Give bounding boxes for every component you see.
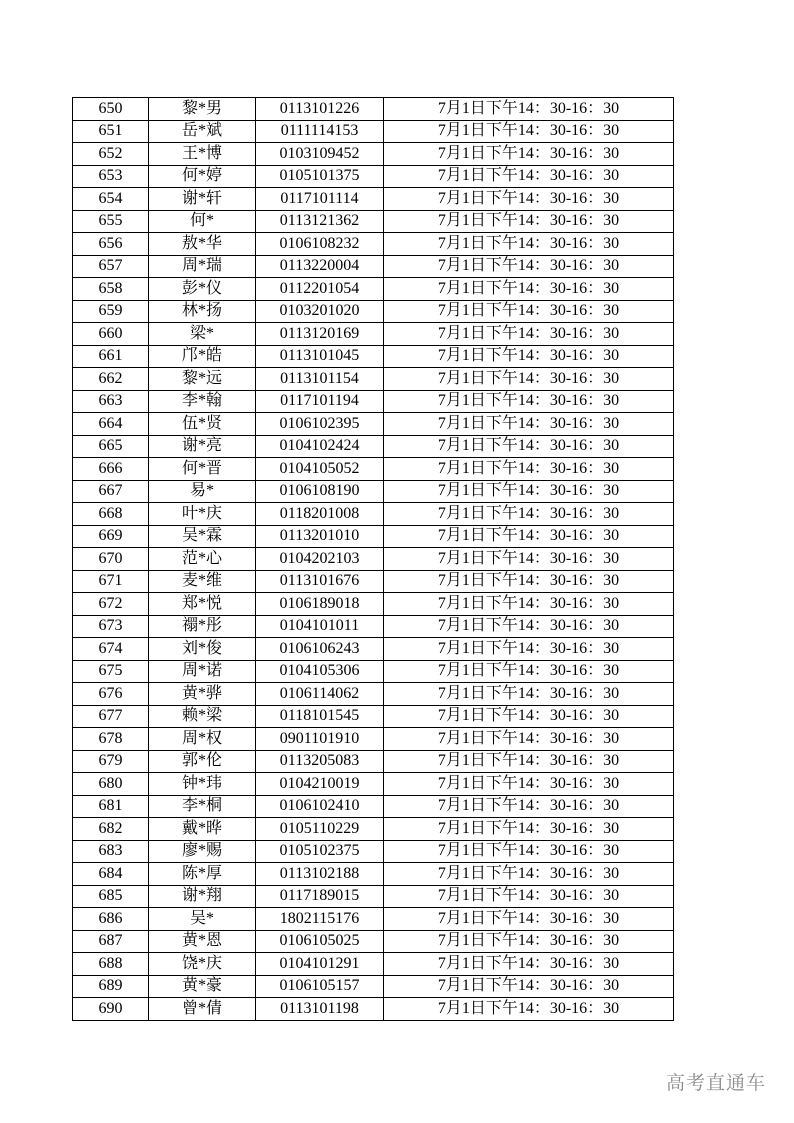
exam-time-cell: 7月1日下午14：30-16：30 <box>384 300 674 323</box>
student-id-cell: 0106114062 <box>256 683 384 706</box>
student-id-cell: 0104210019 <box>256 773 384 796</box>
student-name-cell: 周*瑞 <box>149 255 256 278</box>
table-row <box>73 300 674 323</box>
table-row <box>73 233 674 256</box>
student-name-cell: 叶*庆 <box>149 503 256 526</box>
student-id-cell: 0104101291 <box>256 953 384 976</box>
row-index-cell: 685 <box>73 885 149 908</box>
student-id-cell: 0106105025 <box>256 930 384 953</box>
table-row <box>73 435 674 458</box>
student-name-cell: 黄*恩 <box>149 930 256 953</box>
table-row <box>73 795 674 818</box>
student-id-cell: 1802115176 <box>256 908 384 931</box>
student-name-cell: 易* <box>149 480 256 503</box>
table-row <box>73 278 674 301</box>
student-id-cell: 0104102424 <box>256 435 384 458</box>
student-name-cell: 钟*玮 <box>149 773 256 796</box>
student-name-cell: 林*扬 <box>149 300 256 323</box>
exam-time-cell: 7月1日下午14：30-16：30 <box>384 705 674 728</box>
exam-schedule-table <box>72 97 674 1021</box>
student-name-cell: 谢*亮 <box>149 435 256 458</box>
student-id-cell: 0104105052 <box>256 458 384 481</box>
student-id-cell: 0112201054 <box>256 278 384 301</box>
row-index-cell: 661 <box>73 345 149 368</box>
student-name-cell: 刘*俊 <box>149 638 256 661</box>
exam-time-cell: 7月1日下午14：30-16：30 <box>384 525 674 548</box>
student-name-cell: 赖*梁 <box>149 705 256 728</box>
student-id-cell: 0105102375 <box>256 840 384 863</box>
student-id-cell: 0118201008 <box>256 503 384 526</box>
row-index-cell: 669 <box>73 525 149 548</box>
row-index-cell: 664 <box>73 413 149 436</box>
student-name-cell: 禤*彤 <box>149 615 256 638</box>
student-name-cell: 范*心 <box>149 548 256 571</box>
exam-time-cell: 7月1日下午14：30-16：30 <box>384 278 674 301</box>
table-row <box>73 975 674 998</box>
row-index-cell: 671 <box>73 570 149 593</box>
table-row <box>73 930 674 953</box>
row-index-cell: 687 <box>73 930 149 953</box>
row-index-cell: 670 <box>73 548 149 571</box>
exam-time-cell: 7月1日下午14：30-16：30 <box>384 728 674 751</box>
student-id-cell: 0113120169 <box>256 323 384 346</box>
exam-time-cell: 7月1日下午14：30-16：30 <box>384 548 674 571</box>
exam-time-cell: 7月1日下午14：30-16：30 <box>384 953 674 976</box>
exam-time-cell: 7月1日下午14：30-16：30 <box>384 233 674 256</box>
exam-time-cell: 7月1日下午14：30-16：30 <box>384 975 674 998</box>
row-index-cell: 678 <box>73 728 149 751</box>
student-id-cell: 0118101545 <box>256 705 384 728</box>
student-name-cell: 王*博 <box>149 143 256 166</box>
student-name-cell: 李*翰 <box>149 390 256 413</box>
table-row <box>73 840 674 863</box>
table-row <box>73 98 674 121</box>
table-row <box>73 413 674 436</box>
row-index-cell: 656 <box>73 233 149 256</box>
table-row <box>73 143 674 166</box>
student-id-cell: 0105110229 <box>256 818 384 841</box>
exam-time-cell: 7月1日下午14：30-16：30 <box>384 323 674 346</box>
exam-time-cell: 7月1日下午14：30-16：30 <box>384 165 674 188</box>
row-index-cell: 684 <box>73 863 149 886</box>
row-index-cell: 653 <box>73 165 149 188</box>
table-row <box>73 255 674 278</box>
row-index-cell: 652 <box>73 143 149 166</box>
student-id-cell: 0106102410 <box>256 795 384 818</box>
exam-time-cell: 7月1日下午14：30-16：30 <box>384 863 674 886</box>
row-index-cell: 668 <box>73 503 149 526</box>
table-row <box>73 345 674 368</box>
student-name-cell: 周*权 <box>149 728 256 751</box>
row-index-cell: 654 <box>73 188 149 211</box>
exam-time-cell: 7月1日下午14：30-16：30 <box>384 345 674 368</box>
student-id-cell: 0106102395 <box>256 413 384 436</box>
row-index-cell: 667 <box>73 480 149 503</box>
student-id-cell: 0103201020 <box>256 300 384 323</box>
exam-time-cell: 7月1日下午14：30-16：30 <box>384 503 674 526</box>
student-id-cell: 0113102188 <box>256 863 384 886</box>
table-row <box>73 165 674 188</box>
table-row <box>73 368 674 391</box>
table-row <box>73 593 674 616</box>
student-id-cell: 0104202103 <box>256 548 384 571</box>
student-name-cell: 何* <box>149 210 256 233</box>
student-id-cell: 0113101154 <box>256 368 384 391</box>
student-name-cell: 伍*贤 <box>149 413 256 436</box>
table-row <box>73 885 674 908</box>
exam-time-cell: 7月1日下午14：30-16：30 <box>384 683 674 706</box>
student-name-cell: 曾*倩 <box>149 998 256 1021</box>
exam-time-cell: 7月1日下午14：30-16：30 <box>384 458 674 481</box>
table-row <box>73 188 674 211</box>
student-id-cell: 0106108190 <box>256 480 384 503</box>
exam-time-cell: 7月1日下午14：30-16：30 <box>384 435 674 458</box>
row-index-cell: 673 <box>73 615 149 638</box>
exam-time-cell: 7月1日下午14：30-16：30 <box>384 930 674 953</box>
exam-time-cell: 7月1日下午14：30-16：30 <box>384 750 674 773</box>
table-row <box>73 773 674 796</box>
student-name-cell: 吴* <box>149 908 256 931</box>
table-row <box>73 390 674 413</box>
row-index-cell: 659 <box>73 300 149 323</box>
table-row <box>73 683 674 706</box>
student-id-cell: 0113101676 <box>256 570 384 593</box>
row-index-cell: 686 <box>73 908 149 931</box>
student-id-cell: 0901101910 <box>256 728 384 751</box>
student-id-cell: 0113101226 <box>256 98 384 121</box>
student-id-cell: 0106105157 <box>256 975 384 998</box>
row-index-cell: 679 <box>73 750 149 773</box>
table-row <box>73 750 674 773</box>
exam-time-cell: 7月1日下午14：30-16：30 <box>384 773 674 796</box>
student-name-cell: 李*桐 <box>149 795 256 818</box>
row-index-cell: 680 <box>73 773 149 796</box>
row-index-cell: 665 <box>73 435 149 458</box>
student-id-cell: 0117101114 <box>256 188 384 211</box>
exam-time-cell: 7月1日下午14：30-16：30 <box>384 390 674 413</box>
exam-time-cell: 7月1日下午14：30-16：30 <box>384 908 674 931</box>
row-index-cell: 672 <box>73 593 149 616</box>
row-index-cell: 675 <box>73 660 149 683</box>
table-row <box>73 503 674 526</box>
student-name-cell: 吴*霖 <box>149 525 256 548</box>
student-id-cell: 0113101045 <box>256 345 384 368</box>
student-id-cell: 0104105306 <box>256 660 384 683</box>
student-name-cell: 彭*仪 <box>149 278 256 301</box>
row-index-cell: 657 <box>73 255 149 278</box>
student-id-cell: 0113101198 <box>256 998 384 1021</box>
table-row <box>73 660 674 683</box>
table-row <box>73 953 674 976</box>
student-id-cell: 0106108232 <box>256 233 384 256</box>
exam-time-cell: 7月1日下午14：30-16：30 <box>384 480 674 503</box>
student-id-cell: 0103109452 <box>256 143 384 166</box>
row-index-cell: 681 <box>73 795 149 818</box>
table-row <box>73 458 674 481</box>
row-index-cell: 677 <box>73 705 149 728</box>
row-index-cell: 690 <box>73 998 149 1021</box>
table-row <box>73 570 674 593</box>
table-row <box>73 525 674 548</box>
table-row <box>73 638 674 661</box>
student-name-cell: 廖*赐 <box>149 840 256 863</box>
student-id-cell: 0113220004 <box>256 255 384 278</box>
exam-time-cell: 7月1日下午14：30-16：30 <box>384 638 674 661</box>
row-index-cell: 650 <box>73 98 149 121</box>
student-name-cell: 麦*维 <box>149 570 256 593</box>
row-index-cell: 658 <box>73 278 149 301</box>
table-row <box>73 615 674 638</box>
student-id-cell: 0113205083 <box>256 750 384 773</box>
table-row <box>73 548 674 571</box>
table-row <box>73 728 674 751</box>
student-name-cell: 谢*翔 <box>149 885 256 908</box>
exam-time-cell: 7月1日下午14：30-16：30 <box>384 143 674 166</box>
table-row <box>73 818 674 841</box>
student-id-cell: 0113121362 <box>256 210 384 233</box>
exam-time-cell: 7月1日下午14：30-16：30 <box>384 120 674 143</box>
table-row <box>73 998 674 1021</box>
student-id-cell: 0111114153 <box>256 120 384 143</box>
student-name-cell: 周*诺 <box>149 660 256 683</box>
student-name-cell: 何*晋 <box>149 458 256 481</box>
student-id-cell: 0104101011 <box>256 615 384 638</box>
student-name-cell: 梁* <box>149 323 256 346</box>
exam-time-cell: 7月1日下午14：30-16：30 <box>384 593 674 616</box>
row-index-cell: 651 <box>73 120 149 143</box>
student-id-cell: 0113201010 <box>256 525 384 548</box>
row-index-cell: 674 <box>73 638 149 661</box>
student-name-cell: 饶*庆 <box>149 953 256 976</box>
row-index-cell: 663 <box>73 390 149 413</box>
exam-time-cell: 7月1日下午14：30-16：30 <box>384 818 674 841</box>
student-id-cell: 0117189015 <box>256 885 384 908</box>
exam-time-cell: 7月1日下午14：30-16：30 <box>384 795 674 818</box>
student-name-cell: 黎*男 <box>149 98 256 121</box>
student-name-cell: 邝*皓 <box>149 345 256 368</box>
student-name-cell: 敖*华 <box>149 233 256 256</box>
student-id-cell: 0117101194 <box>256 390 384 413</box>
student-name-cell: 陈*厚 <box>149 863 256 886</box>
exam-time-cell: 7月1日下午14：30-16：30 <box>384 615 674 638</box>
student-name-cell: 何*婷 <box>149 165 256 188</box>
student-name-cell: 郭*伦 <box>149 750 256 773</box>
exam-time-cell: 7月1日下午14：30-16：30 <box>384 570 674 593</box>
exam-time-cell: 7月1日下午14：30-16：30 <box>384 98 674 121</box>
exam-time-cell: 7月1日下午14：30-16：30 <box>384 413 674 436</box>
student-id-cell: 0105101375 <box>256 165 384 188</box>
exam-time-cell: 7月1日下午14：30-16：30 <box>384 188 674 211</box>
student-name-cell: 谢*轩 <box>149 188 256 211</box>
exam-time-cell: 7月1日下午14：30-16：30 <box>384 368 674 391</box>
row-index-cell: 676 <box>73 683 149 706</box>
exam-time-cell: 7月1日下午14：30-16：30 <box>384 885 674 908</box>
table-row <box>73 210 674 233</box>
row-index-cell: 689 <box>73 975 149 998</box>
student-id-cell: 0106106243 <box>256 638 384 661</box>
student-id-cell: 0106189018 <box>256 593 384 616</box>
exam-time-cell: 7月1日下午14：30-16：30 <box>384 840 674 863</box>
student-name-cell: 戴*晔 <box>149 818 256 841</box>
exam-time-cell: 7月1日下午14：30-16：30 <box>384 660 674 683</box>
table-row <box>73 908 674 931</box>
row-index-cell: 660 <box>73 323 149 346</box>
row-index-cell: 688 <box>73 953 149 976</box>
table-row <box>73 863 674 886</box>
table-body <box>73 98 674 1021</box>
student-name-cell: 郑*悦 <box>149 593 256 616</box>
student-name-cell: 黎*远 <box>149 368 256 391</box>
row-index-cell: 666 <box>73 458 149 481</box>
table-row <box>73 480 674 503</box>
exam-time-cell: 7月1日下午14：30-16：30 <box>384 998 674 1021</box>
table-row <box>73 323 674 346</box>
row-index-cell: 662 <box>73 368 149 391</box>
student-name-cell: 岳*斌 <box>149 120 256 143</box>
exam-time-cell: 7月1日下午14：30-16：30 <box>384 210 674 233</box>
student-name-cell: 黄*豪 <box>149 975 256 998</box>
exam-time-cell: 7月1日下午14：30-16：30 <box>384 255 674 278</box>
row-index-cell: 682 <box>73 818 149 841</box>
row-index-cell: 655 <box>73 210 149 233</box>
table-row <box>73 705 674 728</box>
table-row <box>73 120 674 143</box>
row-index-cell: 683 <box>73 840 149 863</box>
student-name-cell: 黄*骅 <box>149 683 256 706</box>
watermark-text: 高考直通车 <box>665 1072 766 1094</box>
